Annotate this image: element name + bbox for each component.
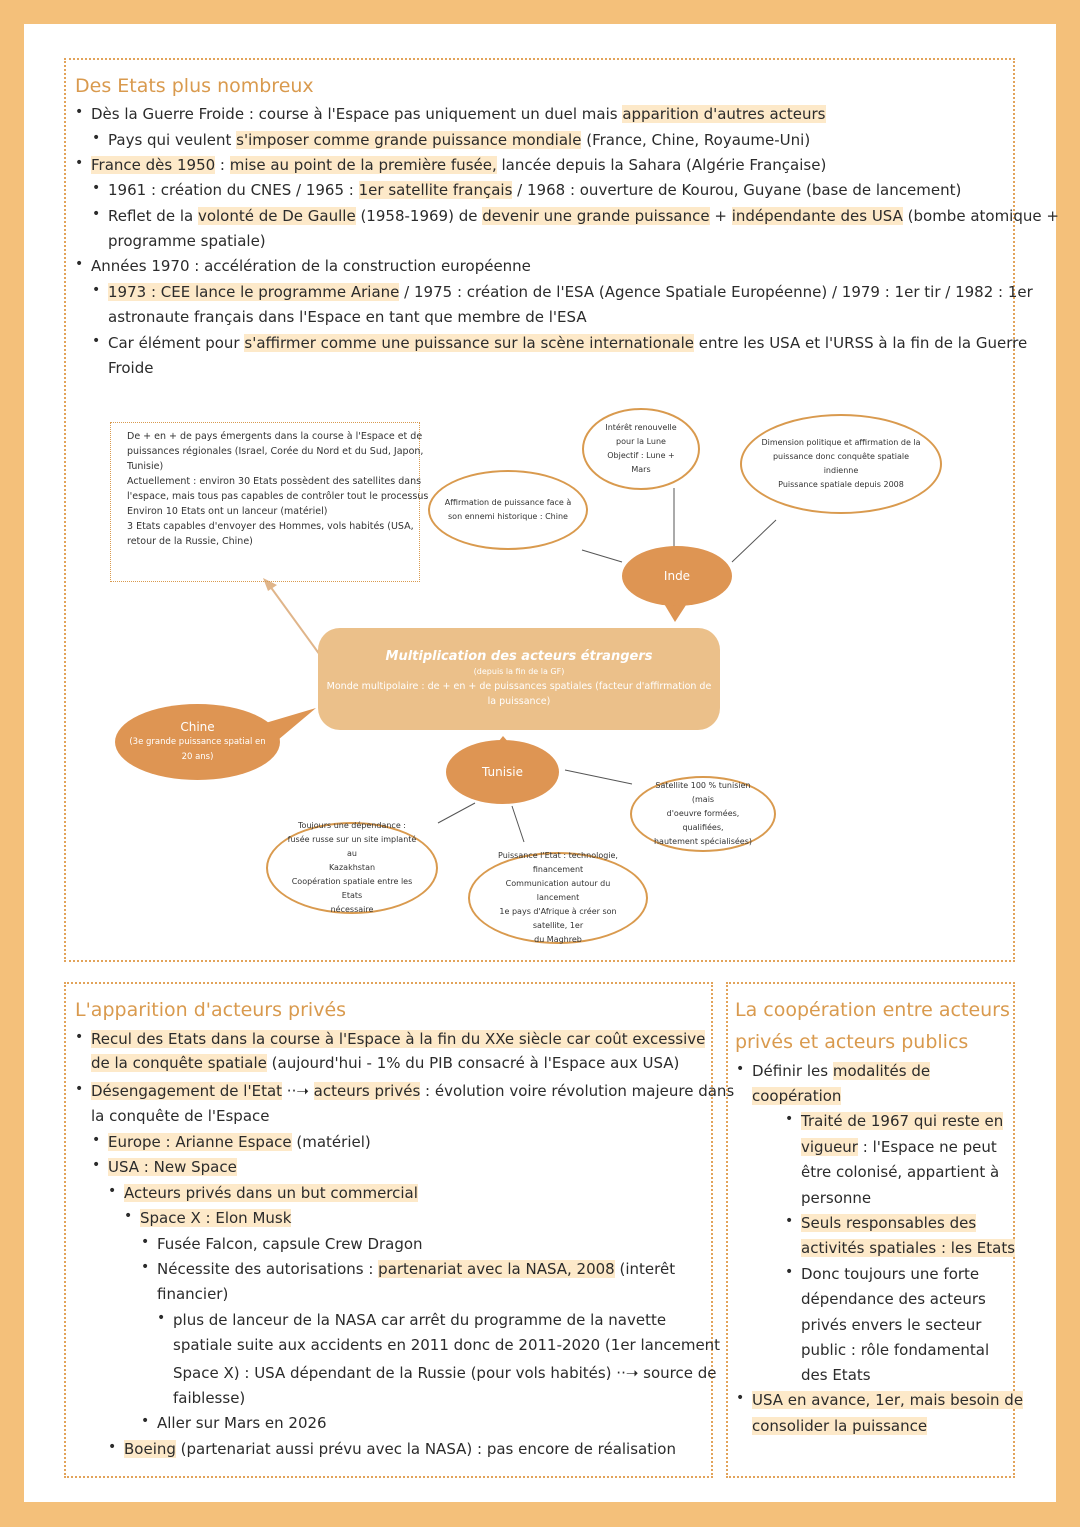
text-line: Définir les modalités de (752, 1062, 931, 1080)
bullet: • (92, 130, 101, 146)
bullet: • (92, 282, 101, 298)
section-title-prives: L'apparition d'acteurs privés (75, 999, 347, 1021)
bullet: • (141, 1413, 150, 1429)
text-line: Space X) : USA dépendant de la Russie (pour vols habités) ··➝ source de (173, 1364, 717, 1382)
bubble-tunisie-satellite: Satellite 100 % tunisien (mais d'oeuvre formées, qualifiées, hautement spécialisées) (630, 776, 776, 852)
bullet: • (108, 1439, 117, 1455)
text-line: Traité de 1967 qui reste en (801, 1112, 1004, 1130)
text-line: financier) (157, 1285, 229, 1303)
text-line: faiblesse) (173, 1389, 246, 1407)
text-line: 1973 : CEE lance le programme Ariane / 1975 : création de l'ESA (Agence Spatiale Européenne) / 1979 : 1er tir / 1982 : 1er (108, 283, 1033, 301)
text-line: Space X : Elon Musk (140, 1209, 292, 1227)
text-line: USA : New Space (108, 1158, 237, 1176)
text-line: Nécessite des autorisations : partenariat avec la NASA, 2008 (interêt (157, 1260, 676, 1278)
bullet: • (141, 1234, 150, 1250)
text-line: Dès la Guerre Froide : course à l'Espace pas uniquement un duel mais apparition d'autres acteurs (91, 105, 826, 123)
bullet: • (141, 1259, 150, 1275)
text-line: Car élément pour s'affirmer comme une puissance sur la scène internationale entre les USA et l'URSS à la fin de la Guerre (108, 334, 1028, 352)
section-title-etats: Des Etats plus nombreux (75, 75, 314, 97)
text-line: de la conquête spatiale (aujourd'hui - 1% du PIB consacré à l'Espace aux USA) (91, 1054, 680, 1072)
bullet: • (157, 1310, 166, 1326)
text-line: Boeing (partenariat aussi prévu avec la NASA) : pas encore de réalisation (124, 1440, 676, 1458)
text-line: Désengagement de l'Etat ··➝ acteurs privés : évolution voire révolution majeure dans (91, 1082, 735, 1100)
bullet: • (108, 1183, 117, 1199)
text-line: 1961 : création du CNES / 1965 : 1er satellite français / 1968 : ouverture de Kourou, Guyane (base de lancement) (108, 181, 962, 199)
text-line: plus de lanceur de la NASA car arrêt du programme de la navette (173, 1311, 667, 1329)
bullet: • (75, 256, 84, 272)
text-line: USA en avance, 1er, mais besoin de (752, 1391, 1024, 1409)
node-chine: Chine (3e grande puissance spatial en 20 ans) (115, 704, 280, 780)
node-tunisie: Tunisie (446, 740, 559, 804)
text-line: vigueur : l'Espace ne peut (801, 1138, 997, 1156)
bullet: • (75, 1081, 84, 1097)
bullet: • (124, 1208, 133, 1224)
text-line: la conquête de l'Espace (91, 1107, 270, 1125)
bullet: • (75, 1029, 84, 1045)
node-inde: Inde (622, 546, 732, 606)
bullet: • (785, 1213, 794, 1229)
text-line: France dès 1950 : mise au point de la première fusée, lancée depuis la Sahara (Algérie Française) (91, 156, 827, 174)
bullet: • (785, 1111, 794, 1127)
text-line: privés envers le secteur (801, 1316, 982, 1334)
bullet: • (785, 1264, 794, 1280)
text-line: dépendance des acteurs (801, 1290, 986, 1308)
bullet: • (75, 155, 84, 171)
section-title-cooperation: La coopération entre acteurs (735, 999, 1010, 1021)
text-line: Fusée Falcon, capsule Crew Dragon (157, 1235, 423, 1253)
bubble-inde-politique: Dimension politique et affirmation de la puissance donc conquête spatiale indienne Puissance spatiale depuis 2008 (740, 414, 942, 514)
text-line: astronaute français dans l'Espace en tant que membre de l'ESA (108, 308, 587, 326)
bullet: • (92, 1132, 101, 1148)
text-line: activités spatiales : les Etats (801, 1239, 1016, 1257)
text-line: Pays qui veulent s'imposer comme grande puissance mondiale (France, Chine, Royaume-Uni) (108, 131, 811, 149)
bubble-tunisie-dependance: Toujours une dépendance : fusée russe sur un site implanté au Kazakhstan Coopération spatiale entre les Etats nécessaire (266, 822, 438, 914)
text-line: consolider la puissance (752, 1417, 928, 1435)
text-line: programme spatiale) (108, 232, 266, 250)
info-box-emerging-countries: De + en + de pays émergents dans la course à l'Espace et de puissances régionales (Israel, Corée du Nord et du Sud, Japon, Tunisie) Actuellement : environ 30 Etats possèdent des satellites dans l'espace, mais tous pas capables de contrôler tout le processus Environ 10 Etats ont un lanceur (matériel) 3 Etats capables d'envoyer des Hommes, vols habités (USA, retour de la Russie, Chine) (110, 422, 420, 582)
text-line: coopération (752, 1087, 842, 1105)
text-line: être colonisé, appartient à (801, 1163, 1000, 1181)
text-line: spatiale suite aux accidents en 2011 donc de 2011-2020 (1er lancement (173, 1336, 721, 1354)
text-line: Seuls responsables des (801, 1214, 977, 1232)
text-line: Aller sur Mars en 2026 (157, 1414, 327, 1432)
text-line: Donc toujours une forte (801, 1265, 980, 1283)
text-line: Reflet de la volonté de De Gaulle (1958-1969) de devenir une grande puissance + indépendante des USA (bombe atomique + (108, 207, 1059, 225)
text-line: Froide (108, 359, 154, 377)
center-node-multiplication: Multiplication des acteurs étrangers (depuis la fin de la GF) Monde multipolaire : de + en + de puissances spatiales (facteur d'affirmation de la puissance) (318, 628, 720, 730)
text-line: Acteurs privés dans un but commercial (124, 1184, 418, 1202)
text-line: personne (801, 1189, 872, 1207)
bubble-inde-chine: Affirmation de puissance face à son ennemi historique : Chine (428, 470, 588, 550)
bullet: • (92, 333, 101, 349)
bubble-inde-lune: Intérêt renouvelle pour la Lune Objectif : Lune + Mars (582, 408, 700, 490)
text-line: public : rôle fondamental (801, 1341, 990, 1359)
section-title-cooperation-2: privés et acteurs publics (735, 1031, 969, 1053)
text-line: Recul des Etats dans la course à l'Espace à la fin du XXe siècle car coût excessive (91, 1030, 706, 1048)
bullet: • (92, 1157, 101, 1173)
bullet: • (92, 206, 101, 222)
text-line: des Etats (801, 1366, 871, 1384)
text-line: Europe : Arianne Espace (matériel) (108, 1133, 371, 1151)
bubble-tunisie-puissance: Puissance l'Etat : technologie, financement Communication autour du lancement 1e pays d'Afrique à créer son satellite, 1er du Maghreb (468, 852, 648, 944)
bullet: • (736, 1061, 745, 1077)
bullet: • (75, 104, 84, 120)
bullet: • (736, 1390, 745, 1406)
text-line: Années 1970 : accélération de la construction européenne (91, 257, 531, 275)
bullet: • (92, 180, 101, 196)
